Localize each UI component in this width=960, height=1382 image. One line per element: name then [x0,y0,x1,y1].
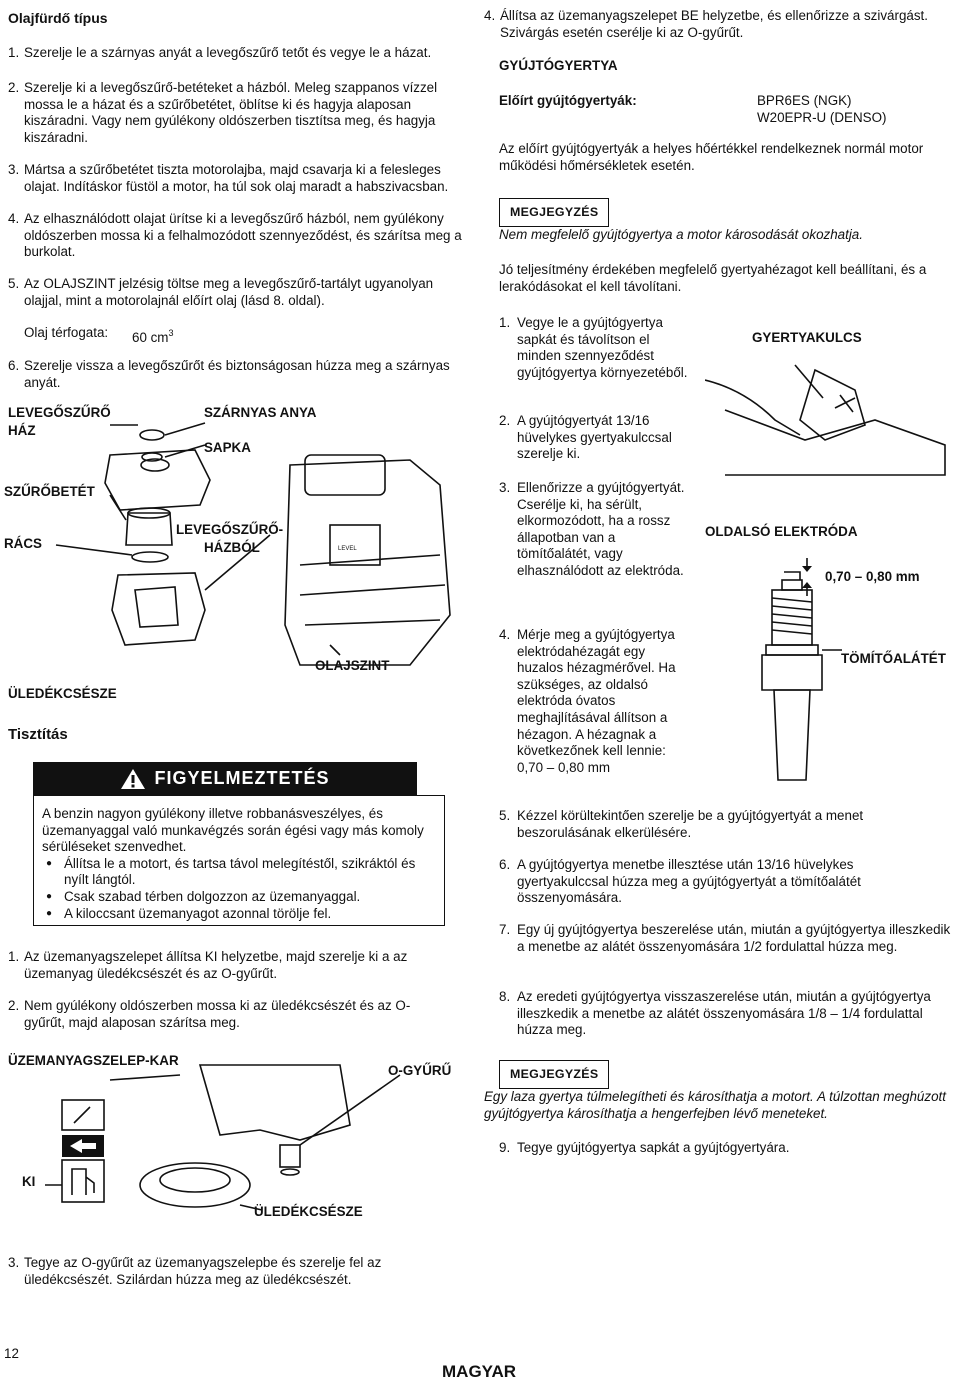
label-grid: RÁCS [4,536,42,551]
washer-shape [766,645,818,655]
thread-lines [772,598,812,634]
label-filter-element: SZŰRŐBETÉT [4,484,95,499]
engine-block-shape [285,460,450,665]
label-off: KI [22,1174,36,1189]
section-heading-oil-bath: Olajfürdő típus [8,10,108,26]
spark-plug-heading: GYÚJTÓGYERTYA [499,58,618,73]
plug-step-7: 7. Egy új gyújtógyertya beszerelése után, miután a gyújtógyertya illeszkedik a menetbe az alátét összenyomására 1/2 fordulattal húzza meg. [499,922,951,954]
spark-plug-spec-text: Az előírt gyújtógyertyák a helyes hőértékkel rendelkeznek normál motor működési hőmérsékletek esetén. [499,141,924,173]
oil-level-mark-area [330,525,380,565]
spark-plug-illustration [722,550,862,790]
insulator-shape [774,690,810,780]
label-o-ring: O-GYŰRŰ [388,1063,452,1078]
step-5: 5. Az OLAJSZINT jelzésig töltse meg a levegőszűrő-tartályt ugyanolyan olajjal, mint a motorolajnál előírt olaj (lásd 8. oldal). [8,276,434,308]
o-ring-fitting [280,1145,300,1167]
case-inner [135,587,178,627]
plug-step-2: 2. A gyújtógyertyát 13/16 hüvelykes gyertyakulccsal szerelje ki. [499,413,672,462]
warning-bullet: ● A kiloccsant üzemanyagot azonnal törölje fel. [42,906,436,923]
label-oil-level: OLAJSZINT [315,658,390,673]
label-housing: LEVEGŐSZŰRŐ HÁZ [8,405,111,438]
label-wing-nut: SZÁRNYAS ANYA [204,405,317,420]
wing-nut-shape [140,430,164,440]
wrench-handle [835,395,855,412]
tank-shape [200,1065,350,1140]
note-tag-1: MEGJEGYZÉS [499,198,609,227]
hex-body-shape [762,655,822,690]
plug-step-1: 1. Vegye le a gyújtógyertya sapkát és távolítson el minden szennyeződést gyújtógyertya környezetéből. [499,315,688,380]
label-case: LEVEGŐSZŰRŐ- HÁZBÓL [176,522,284,555]
oil-volume-value: 60 $cm^3$ [132,328,174,345]
fuel-pump-glyph [72,1169,94,1195]
page-number: 12 [4,1346,19,1361]
plug-step-8: 8. Az eredeti gyújtógyertya visszaszerelése után, miután a gyújtógyertya illeszkedik a menetbe az alátét összenyomására 1/8 – 1/4 fordulattal húzza meg. [499,989,931,1038]
step-2: 2. Szerelje ki a levegőszűrő-betéteket a házból. Meleg szappanos vízzel mossa le a házat és a szűrőbetétet, öblítse ki és hagyja alaposan kiszáradni. Vagy nem gyúlékony oldószerben tisztítsa meg, és hagyja kiszáradni. [8,80,438,145]
plug-step-4: 4. Mérje meg a gyújtógyertya elektródahézagát egy huzalos hézagmérővel. Ha szükséges, az oldalsó elektróda óvatos meghajlításával állítson a hézagon. A hézagnak a következőnek kell lennie: 0,70 – 0,80 mm [499,627,676,775]
case-shape [112,573,205,645]
grid-shape [132,552,168,562]
clean-step-1: 1. Az üzemanyagszelepet állítsa KI helyzetbe, majd szerelje ki a az üzemanyag üledékcsészét és az O-gyűrűt. [8,949,408,981]
warning-bullets [42,856,436,922]
warning-text: A benzin nagyon gyúlékony illetve robbanásveszélyes, és üzemanyaggal való munkavégzés során égési vagy más komoly sérüléseket szenvedhet. [42,806,424,855]
hand-shape [705,380,800,435]
plug-step-6: 6. A gyújtógyertya menetbe illesztése után 13/16 hüvelykes gyertyakulccsal húzza meg a gyújtógyertyát a tömítőalátét összenyomására. [499,857,861,906]
right-step-4: 4. Állítsa az üzemanyagszelepet BE helyzetbe, és ellenőrizze a szivárgást. Szivárgás esetén cserélje ki az O-gyűrűt. [484,8,928,40]
step-6: 6. Szerelje vissza a levegőszűrőt és biztonságosan húzza meg a szárnyas anyát. [8,358,450,390]
warning-bullet: ● Állítsa le a motort, és tartsa távol melegítéstől, szikráktól és nyílt lángtól. [42,856,436,889]
center-electrode [782,580,802,590]
label-plug-wrench: GYERTYAKULCS [752,330,862,345]
fuel-pump-icon [62,1160,104,1202]
side-electrode-shape [784,572,800,580]
footer-language: MAGYAR [442,1362,516,1381]
spark-plug-spec-values: BPR6ES (NGK) W20EPR-U (DENSO) [757,93,887,125]
step-4: 4. Az elhasználódott olajat ürítse ki a levegőszűrő házból, nem gyúlékony oldószerben mossa ki a felhalmozódott szennyeződést, és szárítsa meg a burkolat. [8,211,462,260]
label-gap: 0,70 – 0,80 mm [825,569,920,584]
section-heading-cleaning: Tisztítás [8,726,68,743]
label-sediment-cup-2: ÜLEDÉKCSÉSZE [254,1204,363,1219]
plug-area-shape [800,370,865,440]
warning-triangle-icon [120,768,146,790]
step-3: 3. Mártsa a szűrőbetétet tiszta motorolajba, majd csavarja ki a felesleges olajat. Indításkor füstöl a motor, ha túl sok olaj maradt a habszivacsban. [8,162,449,194]
note-text-2: Egy laza gyertya túlmelegítheti és károsíthatja a motort. A túlzottan meghúzott gyújtógyertya károsíthatja a hengerfejben lévő meneteket. [484,1089,946,1121]
label-side-electrode: OLDALSÓ ELEKTRÓDA [705,524,858,539]
oil-volume-label: Olaj térfogata: [24,325,109,340]
performance-text: Jó teljesítmény érdekében megfelelő gyertyahézagot kell beállítani, és a lerakódásokat el kell távolítani. [499,262,927,294]
level-mark-text: LEVEL [338,546,357,552]
clean-step-3: 3. Tegye az O-gyűrűt az üzemanyagszelepbe és szerelje fel az üledékcsészét. Szilárdan húzza meg az üledékcsészét. [8,1255,382,1287]
gap-arrow-down-icon [802,566,812,572]
warning-body [33,795,445,926]
warning-header: FIGYELMEZTETÉS [33,762,417,795]
note-text-1: Nem megfelelő gyújtógyertya a motor károsodását okozhatja. [499,227,863,242]
plug-wrench-illustration [705,350,955,480]
step-1: 1. Szerelje le a szárnyas anyát a levegőszűrő tetőt és vegye le a házat. [8,45,432,60]
plug-step-3: 3. Ellenőrizze a gyújtógyertyát. Cserélje ki, ha sérült, elkormozódott, ha a rossz állapotban van a tömítőalátét, vagy elhasználódott az elektróda. [499,480,685,578]
gap-arrow-up-icon [802,582,812,588]
sediment-cup-inner [160,1168,230,1192]
spark-plug-spec-label: Előírt gyújtógyertyák: [499,93,637,108]
label-washer: TÖMÍTŐALÁTÉT [841,651,946,666]
o-ring-shape [281,1169,299,1175]
leader-line [795,365,823,398]
label-cap: SAPKA [204,440,251,455]
label-sediment-cup: ÜLEDÉKCSÉSZE [8,686,117,701]
warning-bullet: ● Csak szabad térben dolgozzon az üzemanyaggal. [42,889,436,906]
label-fuel-valve-lever: ÜZEMANYAGSZELEP-KAR [8,1053,179,1068]
note-tag-2: MEGJEGYZÉS [499,1060,609,1089]
sediment-cup-shape [140,1163,250,1207]
valve-lever-line [74,1107,90,1123]
clean-step-2: 2. Nem gyúlékony oldószerben mossa ki az üledékcsészét és az O-gyűrűt, majd alaposan szárítsa meg. [8,998,411,1030]
engine-cover-shape [725,410,945,475]
plug-step-9: 9. Tegye gyújtógyertya sapkát a gyújtógyertyára. [499,1140,790,1155]
plug-step-5: 5. Kézzel körültekintően szerelje be a gyújtógyertyát a menet beszorulásának elkerülésére. [499,808,864,840]
